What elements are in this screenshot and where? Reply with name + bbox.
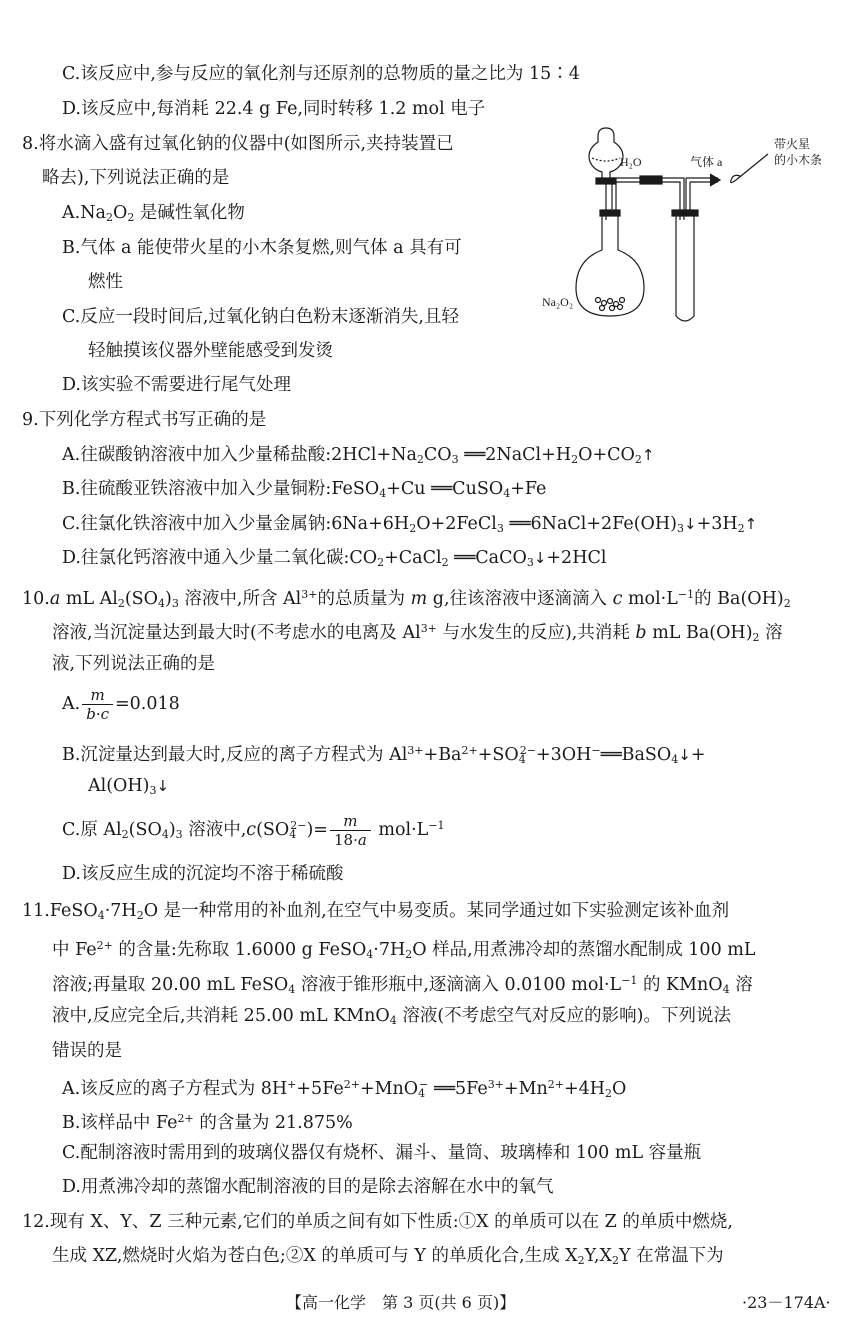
q8-option-b-line2: 燃性 — [88, 272, 123, 292]
q10-option-c: C.原 $Al_2(SO_4)_3$ 溶液中$,c(SO_4^{2-})=$ $\frac{m}{18\cdot a}$ $mol\cdot L^{-1}$ — [62, 812, 445, 849]
q10-option-d: D.该反应生成的沉淀均不溶于稀硫酸 — [62, 864, 344, 884]
fraction-m-over-bc: $\frac{m}{b\cdot c}$ — [82, 686, 113, 723]
q11-option-d: D.用煮沸冷却的蒸馏水配制溶液的目的是除去溶解在水中的氧气 — [62, 1177, 554, 1197]
q8-stem-line1: 8.将水滴入盛有过氧化钠的仪器中(如图所示,夹持装置已 — [22, 134, 454, 154]
arrow-icon — [710, 174, 720, 186]
glowing-tip — [731, 175, 740, 182]
q10-option-a: A. $\frac{m}{b\cdot c}$ =0.018 — [62, 686, 180, 723]
q11-stem-line4: 液中,反应完全后,共消耗 25.00 mL KMnO$_4$ 溶液(不考虑空气对反应的影响)。下列说法 — [52, 1006, 731, 1027]
label-splint-1: 带火星 — [774, 137, 811, 151]
q8-option-d: D.该实验不需要进行尾气处理 — [62, 375, 291, 395]
q10-option-b-line1: B.沉淀量达到最大时,反应的离子方程式为 $Al^{3+}+Ba^{2+}+SO_4^{2-}+3OH^-══BaSO_4↓+$ — [62, 744, 706, 766]
fraction-m-over-18a: $\frac{m}{18\cdot a}$ — [330, 812, 371, 849]
q7-option-d: D.该反应中,每消耗 22.4 g Fe,同时转移 1.2 mol 电子 — [62, 99, 486, 119]
label-gas-a: 气体 a — [690, 155, 723, 169]
page-footer: 【高一化学 第 3 页(共 6 页)】 — [286, 1293, 516, 1312]
q9-option-b: B.往硫酸亚铁溶液中加入少量铜粉:FeSO$_4$+Cu ══CuSO$_4$+Fe — [62, 479, 547, 500]
q9-option-a: A.往碳酸钠溶液中加入少量稀盐酸$:2HCl+Na_2CO_3$ $══2NaCl+H_2O+CO_2↑$ — [62, 445, 655, 466]
label-splint-2: 的小木条 — [774, 153, 823, 167]
test-tube — [676, 216, 694, 321]
q8-option-b-line1: B.气体 a 能使带火星的小木条复燃,则气体 a 具有可 — [62, 238, 462, 258]
q10-stem-line1: 10.a mL $Al_2(SO_4)_3$ 溶液中,所含 $Al^{3+}$的总质量为 m g,往该溶液中逐滴滴入 c $mol\cdot L^{-1}$的 $Ba(OH)_2$ — [22, 588, 791, 610]
stopper-test-tube — [672, 210, 698, 216]
q11-stem-line1: $11.FeSO_4\cdot 7H_2O$ 是一种常用的补血剂,在空气中易变质。某同学通过如下实验测定该补血剂 — [22, 901, 730, 922]
q10-stem-line3: 液,下列说法正确的是 — [52, 654, 216, 674]
q10-stem-line2: 溶液,当沉淀量达到最大时(不考虑水的电离及 $Al^{3+}$ 与水发生的反应),共消耗 b mL $Ba(OH)_2$ 溶 — [52, 622, 783, 644]
q9-option-d: D.往氯化钙溶液中通入少量二氧化碳$:CO_2+CaCl_2$ ══CaCO$_3$↓+2HCl — [62, 548, 607, 569]
round-bottom-flask — [576, 216, 644, 316]
q10-option-b-line2: $Al(OH)_3↓$ — [88, 776, 170, 797]
stopper-flask — [600, 210, 620, 216]
wooden-splint — [736, 154, 768, 180]
q11-stem-line3: 溶液;再量取 20.00 mL FeSO$_4$ 溶液于锥形瓶中,逐滴滴入 0.0100 $mol\cdot L^{-1}$ 的 KMnO$_4$ 溶 — [52, 974, 753, 996]
q8-option-a: $A.Na_2O_2$ 是碱性氧化物 — [62, 203, 245, 224]
q8-apparatus-figure — [540, 120, 860, 330]
separatory-funnel — [589, 128, 623, 180]
q11-option-a: A.该反应的离子方程式为 $8H^++5Fe^{2+}+MnO_4^-$ $══5Fe^{3+}+Mn^{2+}+4H_2O$ — [62, 1078, 627, 1100]
q11-option-b: B.该样品中 $Fe^{2+}$ 的含量为 21.875% — [62, 1112, 353, 1133]
q7-option-c: C.该反应中,参与反应的氧化剂与还原剂的总物质的量之比为 15∶4 — [62, 64, 580, 84]
q9-stem: 9.下列化学方程式书写正确的是 — [22, 410, 267, 430]
q8-option-c-line2: 轻触摸该仪器外壁能感受到发烫 — [88, 341, 333, 361]
rubber-tube — [640, 176, 662, 184]
q12-stem-line1: 12.现有 X、Y、Z 三种元素,它们的单质之间有如下性质:①X 的单质可以在 Z 的单质中燃烧, — [22, 1212, 733, 1232]
q8-stem-line2: 略去),下列说法正确的是 — [42, 168, 230, 188]
label-h2o: H₂O — [620, 155, 642, 169]
q11-option-c: C.配制溶液时需用到的玻璃仪器仅有烧杯、漏斗、量筒、玻璃棒和 100 mL 容量瓶 — [62, 1143, 702, 1163]
q11-stem-line2: 中 $Fe^{2+}$ 的含量:先称取 1.6000 g $FeSO_4\cdot 7H_2O$ 样品,用煮沸冷却的蒸馏水配制成 100 mL — [52, 939, 756, 961]
q11-stem-line5: 错误的是 — [52, 1041, 122, 1061]
label-na2o2: Na₂O₂ — [542, 295, 574, 309]
q12-stem-line2: 生成 XZ,燃烧时火焰为苍白色;②X 的单质可与 Y 的单质化合,生成 $X_2Y,X_2Y$ 在常温下为 — [52, 1246, 724, 1267]
stopcock — [596, 178, 616, 184]
q9-option-c: C.往氯化铁溶液中加入少量金属钠$:6Na+6H_2O+2FeCl_3$ $══6NaCl+2Fe(OH)_3↓+3H_2↑$ — [62, 514, 758, 535]
exam-code: ·23－174A· — [742, 1293, 831, 1312]
q8-option-c-line1: C.反应一段时间后,过氧化钠白色粉末逐渐消失,且轻 — [62, 307, 459, 327]
